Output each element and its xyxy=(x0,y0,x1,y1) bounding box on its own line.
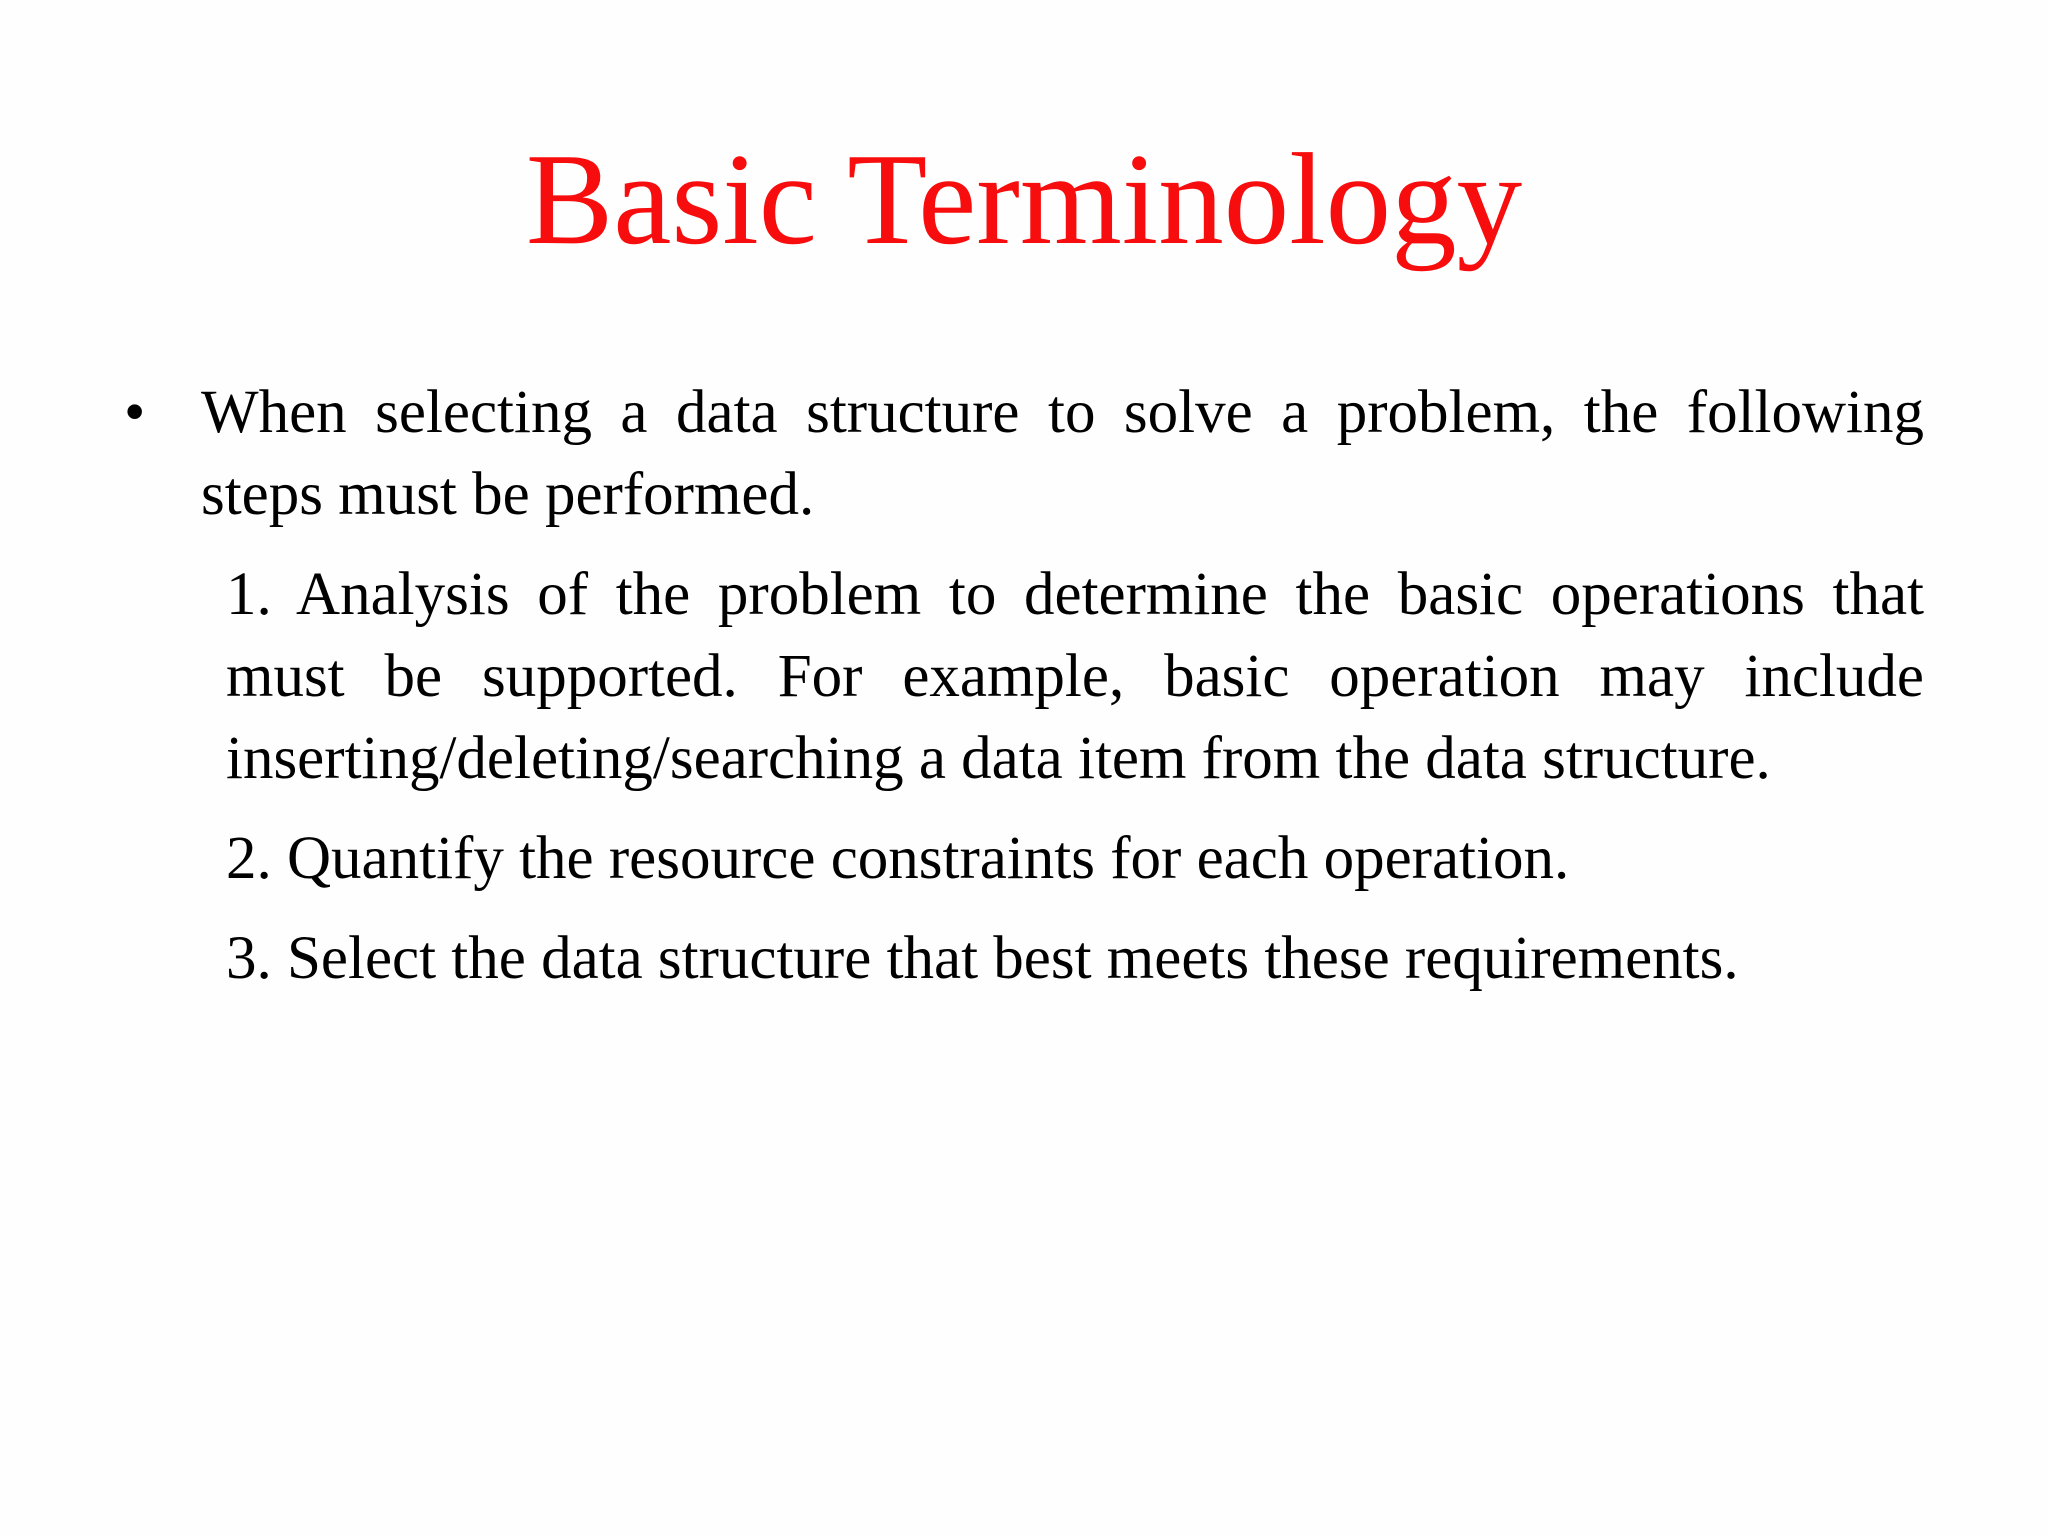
step-3: 3. Select the data structure that best meets these requirements. xyxy=(226,925,1739,992)
steps-list xyxy=(226,554,1924,1018)
step-1: 1. Analysis of the problem to determine the basic operations that must be supported. For example, basic operation may include inserting/deleting/searching a data item from the data structure. xyxy=(226,561,1924,792)
bullet-marker: • xyxy=(124,379,146,446)
slide-title: Basic Terminology xyxy=(525,127,1523,272)
step-2: 2. Quantify the resource constraints for each operation. xyxy=(226,825,1570,892)
bullet-text: When selecting a data structure to solve a problem, the following steps must be performed. xyxy=(201,379,1924,528)
